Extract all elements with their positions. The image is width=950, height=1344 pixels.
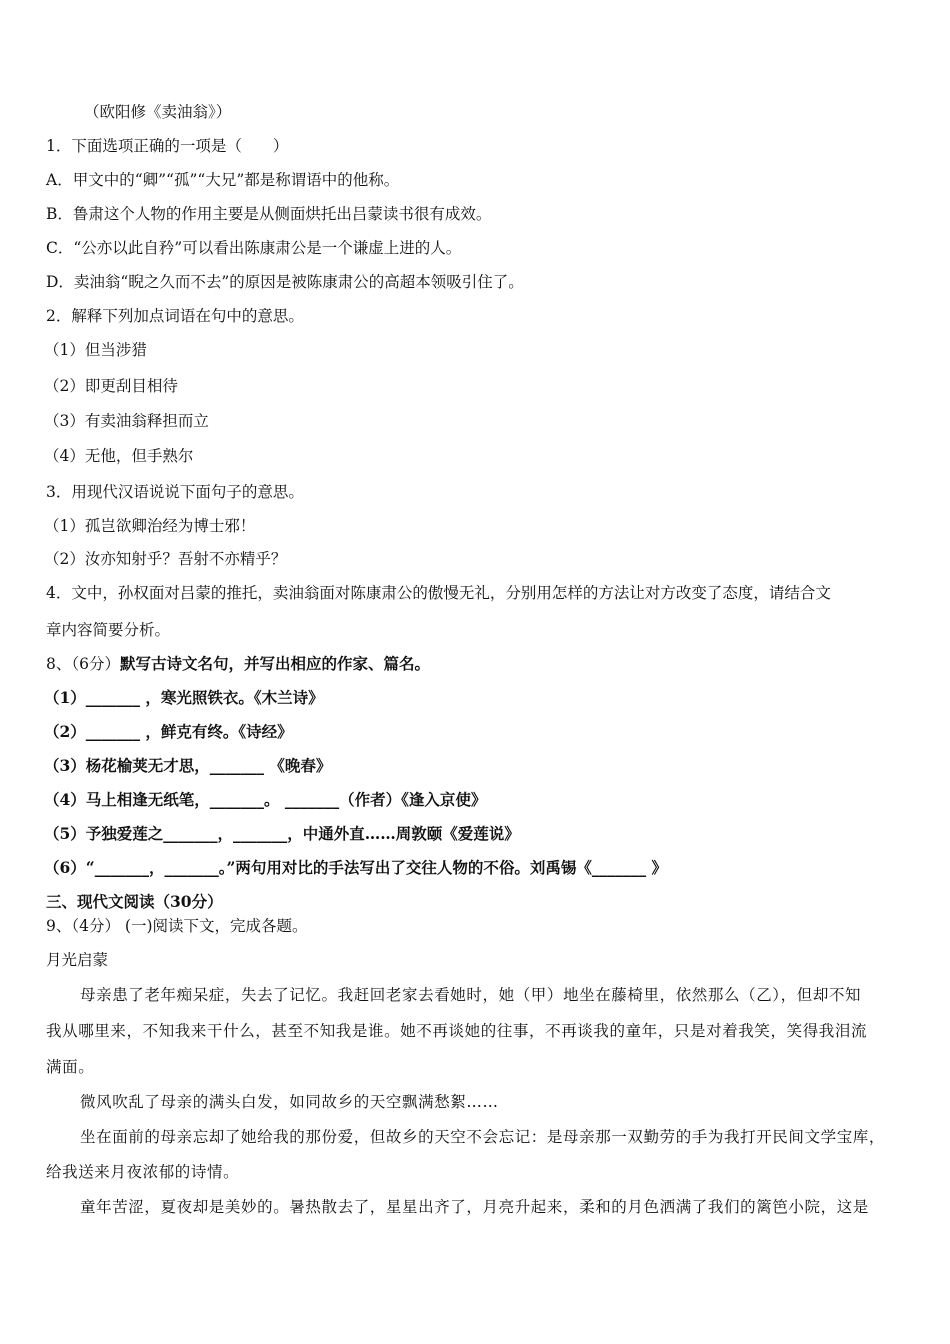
paragraph-1-line-3: 满面。 — [46, 1058, 95, 1076]
question-8-item-3: （3）杨花榆荚无才思，_______ 《晚春》 — [44, 756, 332, 775]
question-2-stem: 2．解释下列加点词语在句中的意思。 — [46, 307, 304, 325]
question-1-option-b: B．鲁肃这个人物的作用主要是从侧面烘托出吕蒙读书很有成效。 — [46, 205, 492, 223]
paragraph-2-line-1: 微风吹乱了母亲的满头白发，如同故乡的天空飘满愁絮…… — [80, 1093, 499, 1111]
paragraph-1-line-1: 母亲患了老年痴呆症，失去了记忆。我赶回老家去看她时，她（甲）地坐在藤椅里，依然那么（乙），但却不知 — [80, 986, 862, 1004]
paragraph-3-line-2: 给我送来月夜浓郁的诗情。 — [46, 1163, 240, 1181]
question-9-text: (一)阅读下文，完成各题。 — [124, 917, 308, 935]
question-4-stem-line-2: 章内容简要分析。 — [46, 621, 171, 639]
paragraph-4-line-1: 童年苦涩，夏夜却是美妙的。暑热散去了，星星出齐了，月亮升起来，柔和的月色洒满了我们的篱笆小院，这是 — [80, 1198, 869, 1216]
article-title: 月光启蒙 — [46, 951, 109, 969]
question-8-title: 默写古诗文名句，并写出相应的作家、篇名。 — [119, 654, 430, 673]
question-8-item-4: （4）马上相逢无纸笔，_______。 _______（作者）《逢入京使》 — [44, 790, 487, 809]
question-3-stem: 3．用现代汉语说说下面句子的意思。 — [46, 483, 304, 501]
question-1-option-c: C．“公亦以此自矜”可以看出陈康肃公是一个谦虚上进的人。 — [46, 239, 462, 257]
question-8-item-6: （6）“_______，_______。”两句用对比的手法写出了交往人物的不俗。刘禹锡《_______ 》 — [44, 858, 668, 877]
question-1-option-a: A．甲文中的“卿”“孤”“大兄”都是称谓语中的他称。 — [46, 171, 400, 189]
paragraph-1-line-2: 我从哪里来，不知我来干什么，甚至不知我是谁。她不再谈她的往事，不再谈我的童年，只是对着我笑，笑得我泪流 — [46, 1022, 868, 1040]
question-3-item-1: （1）孤岂欲卿治经为博士邪！ — [44, 517, 256, 535]
question-9-line — [46, 916, 906, 936]
question-8-number: 8、（6分） — [46, 655, 120, 673]
question-4-stem-line-1: 4．文中，孙权面对吕蒙的推托，卖油翁面对陈康肃公的傲慢无礼，分别用怎样的方法让对方改变了态度，请结合文 — [46, 584, 831, 602]
source-line: （欧阳修《卖油翁》） — [84, 103, 232, 121]
section-3-heading: 三、现代文阅读（30分） — [46, 892, 223, 911]
question-9-number: 9、（4分） — [46, 917, 120, 935]
question-8-item-5: （5）予独爱莲之_______，_______，中通外直……周敦颐《爱莲说》 — [44, 824, 520, 843]
question-8-item-1: （1）_______ ，寒光照铁衣。《木兰诗》 — [44, 688, 324, 707]
question-3-item-2: （2）汝亦知射乎？吾射不亦精乎？ — [44, 550, 287, 568]
question-2-item-4: （4）无他，但手熟尔 — [44, 447, 194, 465]
question-2-item-2: （2）即更刮目相待 — [44, 377, 178, 395]
question-2-item-1: （1）但当涉猎 — [44, 341, 147, 359]
paragraph-3-line-1: 坐在面前的母亲忘却了她给我的那份爱，但故乡的天空不会忘记：是母亲那一双勤劳的手为我打开民间文学宝库， — [80, 1128, 886, 1146]
question-1-stem: 1．下面选项正确的一项是（ ） — [46, 137, 289, 155]
question-8-item-2: （2）_______ ，鲜克有终。《诗经》 — [44, 722, 293, 741]
question-8-header — [46, 654, 906, 674]
question-2-item-3: （3）有卖油翁释担而立 — [44, 412, 209, 430]
question-1-option-d: D．卖油翁“睨之久而不去”的原因是被陈康肃公的高超本领吸引住了。 — [46, 273, 524, 291]
